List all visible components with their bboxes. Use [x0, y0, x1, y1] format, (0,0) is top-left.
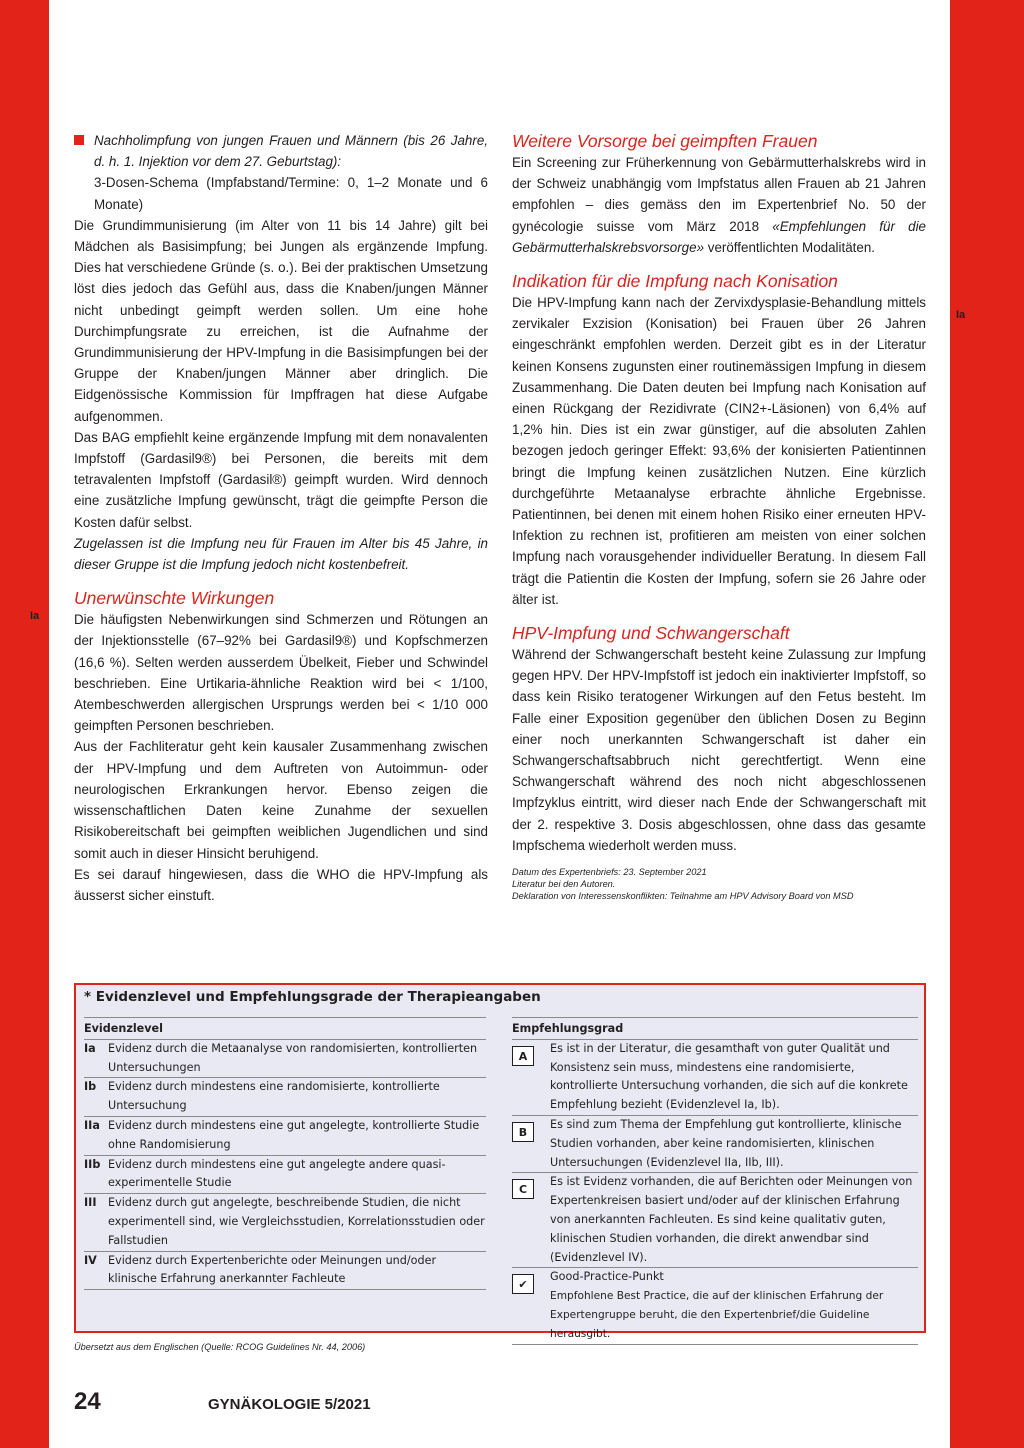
article-notes: Datum des Expertenbriefs: 23. September 2021 Literatur bei den Autoren. Deklaration von Interessenskonflikten: Teilnahme am HPV Advisory Board von MSD — [512, 867, 854, 902]
paragraph: Während der Schwangerschaft besteht keine Zulassung zur Impfung gegen HPV. Der HPV-Impfstoff ist jedoch ein inaktivierter Impfstoff, so dass kein Risiko teratogener Wirkungen auf den Fetus besteht. Im Falle einer Exposition gegenüber den üblichen Dosen zu Beginn einer noch unerkannten Schwangerschaft ist daher ein Schwangerschaftsabbruch nicht gerechtfertigt. Wenn eine Schwangerschaft während des noch nicht abgeschlossenen Impfzyklus eintritt, wird dieser nach Ende der Schwangerschaft mit der 2. respektive 3. Dosis abgeschlossen, ohne dass das gesamte Impfschema wiederholt werden muss. — [512, 647, 926, 853]
recommendation-grade-text: Es sind zum Thema der Empfehlung gut kontrollierte, klinische Studien vorhanden, aber keine randomisierten, klinischen Untersuchungen (Evidenzlevel IIa, IIb, III). — [550, 1117, 902, 1169]
bullet-square-icon — [74, 135, 84, 145]
recommendation-grade-code: C — [512, 1179, 534, 1199]
bullet-schema: 3-Dosen-Schema (Impfabstand/Termine: 0, 1–2 Monate und 6 Monate) — [94, 175, 488, 212]
left-column — [74, 130, 488, 906]
evidence-level-code: III — [84, 1196, 97, 1210]
evidence-level-text: Evidenz durch die Metaanalyse von randomisierten, kontrollierten Untersuchungen — [108, 1041, 478, 1074]
recommendation-grade-text: Es ist Evidenz vorhanden, die auf Berichten oder Meinungen von Expertenkreisen basiert und/oder auf der klinischen Erfahrung von anerkannten Fachleuten. Es sind keine qualitativ guten, klinischen Studien vorhanden, die direkt anwendbar sind (Evidenzlevel IV). — [550, 1175, 913, 1264]
evidence-level-header: Evidenzlevel — [84, 1017, 486, 1040]
evidence-level-row — [84, 1156, 486, 1195]
heading-pregnancy: HPV-Impfung und Schwangerschaft — [512, 623, 790, 644]
recommendation-grade-subtext: Empfohlene Best Practice, die auf der klinischen Erfahrung der Expertengruppe beruht, die den Expertenbrief/die Guideline herausgibt. — [550, 1290, 884, 1340]
evidence-level-text: Evidenz durch mindestens eine randomisierte, kontrollierte Untersuchung — [108, 1080, 440, 1113]
evidence-level-mark: Ia — [956, 309, 966, 321]
paragraph: Ein Screening zur Früherkennung von Gebärmutterhalskrebs wird in der Schweiz unabhängig vom Impfstatus allen Frauen ab 21 Jahren empfohlen – dies gemäss den im Expertenbrief No. 50 der gynécologie suisse vom März 2018 «Empfehlungen für die Gebärmutterhalskrebsvorsorge» veröffentlichten Modalitäten. — [512, 155, 926, 255]
evidence-level-text: Evidenz durch gut angelegte, beschreibende Studien, die nicht experimentell sind, wie Vergleichsstudien, Korrelationsstudien oder Fallstudien — [108, 1196, 485, 1247]
evidence-level-row — [84, 1194, 486, 1251]
evidence-box — [74, 983, 926, 1340]
recommendation-grade-text: Good-Practice-Punkt — [550, 1270, 664, 1284]
guideline-title: «Empfehlungen für die Gebärmutterhalskrebsvorsorge» — [512, 218, 926, 255]
recommendation-grade-row — [512, 1268, 918, 1344]
evidence-level-row — [84, 1252, 486, 1291]
evidence-level-code: IIb — [84, 1157, 101, 1171]
evidence-level-code: Ia — [84, 1041, 96, 1055]
journal-name: GYNÄKOLOGIE 5/2021 — [208, 1396, 371, 1413]
paragraph: Die häufigsten Nebenwirkungen sind Schmerzen und Rötungen an der Injektionsstelle (67–92% bei Gardasil9®) und Kopfschmerzen (16,6 %). Selten werden ausserdem Übelkeit, Fieber und Schwindel beschrieben. Eine Urtikaria-ähnliche Reaktion wird bei < 1/100, Atembeschwerden allergischen Ursprungs werden bei < 1/10 000 geimpften Personen beschrieben. — [74, 612, 488, 734]
evidence-level-code: IV — [84, 1253, 97, 1267]
right-red-bar — [950, 0, 1024, 1448]
paragraph: Die Grundimmunisierung (im Alter von 11 bis 14 Jahre) gilt bei Mädchen als Basisimpfung; bei Jungen als ergänzende Impfung. Dies hat verschiedene Gründe (s. o.). Bei der praktischen Umsetzung löst dies jedoch das Gefühl aus, dass die Knaben/jungen Männer nicht unbedingt geimpft werden sollen. Um eine hohe Durchimpfungsrate zu erreichen, ist die Aufnahme der Grundimmunisierung der HPV-Impfung in die Basisimpfungen bei der Gruppe der Knaben/jungen Männer aber dringlich. Die Eidgenössische Kommission für Impffragen hat diese Aufgabe aufgenommen. — [74, 217, 488, 424]
recommendation-grade-header: Empfehlungsgrad — [512, 1017, 918, 1040]
page-number: 24 — [74, 1388, 101, 1415]
catch-up-vaccination-bullet — [74, 130, 488, 172]
checkmark-icon: ✔ — [512, 1274, 534, 1294]
paragraph: Es sei darauf hingewiesen, dass die WHO die HPV-Impfung als äusserst sicher einstuft. — [74, 866, 488, 903]
paragraph: Aus der Fachliteratur geht kein kausaler Zusammenhang zwischen der HPV-Impfung und dem Auftreten von Autoimmun- oder neurologischen Erkrankungen hervor. Ebenso zeigen die wissenschaftlichen Daten keine Zunahme der sexuellen Risikobereitschaft bei geimpften weiblichen Jugendlichen und sind somit auch in dieser Hinsicht beruhigend. — [74, 739, 488, 861]
heading-side-effects: Unerwünschte Wirkungen — [74, 588, 275, 609]
recommendation-grade-row — [512, 1116, 918, 1173]
left-red-bar — [0, 0, 49, 1448]
heading-conisation: Indikation für die Impfung nach Konisation — [512, 271, 838, 292]
evidence-box-title: * Evidenzlevel und Empfehlungsgrade der Therapieangaben — [84, 989, 541, 1005]
evidence-level-code: IIa — [84, 1118, 100, 1132]
evidence-level-text: Evidenz durch mindestens eine gut angelegte andere quasi-experimentelle Studie — [108, 1157, 446, 1190]
evidence-level-text: Evidenz durch Expertenberichte oder Meinungen und/oder klinische Erfahrung anerkannter Fachleute — [108, 1253, 437, 1286]
evidence-level-row — [84, 1078, 486, 1117]
source-note: Übersetzt aus dem Englischen (Quelle: RCOG Guidelines Nr. 44, 2006) — [74, 1342, 366, 1352]
heading-further-screening: Weitere Vorsorge bei geimpften Frauen — [512, 131, 818, 151]
recommendation-grade-table — [512, 1017, 918, 1345]
recommendation-grade-row — [512, 1173, 918, 1268]
evidence-level-row — [84, 1040, 486, 1079]
evidence-level-table — [84, 1017, 486, 1290]
evidence-level-row — [84, 1117, 486, 1156]
recommendation-grade-code: A — [512, 1046, 534, 1066]
evidence-level-text: Evidenz durch mindestens eine gut angelegte, kontrollierte Studie ohne Randomisierung — [108, 1118, 480, 1151]
paragraph: Die HPV-Impfung kann nach der Zervixdysplasie-Behandlung mittels zervikaler Exzision (Konisation) bei Frauen über 26 Jahren eingeschränkt empfohlen werden. Derzeit gibt es in der Literatur keinen Konsens zugunsten einer routinemässigen Impfung in diesem Zusammenhang. Die Daten deuten bei Impfung nach Konisation auf einen Rückgang der Rezidivrate (CIN2+-Läsionen) von 6,4% auf 1,2% hin. Dies ist ein zwar günstiger, auf die absoluten Zahlen bezogen jedoch geringer Effekt: 93,6% der konisierten Patientinnen bringt die Impfung keinen zusätzlichen Nutzen. Eine kürzlich durchgeführte Metaanalyse erbrachte ähnliche Ergebnisse. Patientinnen, bei denen mit einem hohen Risiko einer erneuten HPV-Infektion zu rechnen ist, profitieren am meisten von einer solchen Impfung nach vorausgehender individueller Beratung. In diesem Fall trägt die Patientin die Kosten der Impfung, sofern sie 26 Jahre oder älter ist. — [512, 295, 926, 607]
bullet-title: Nachholimpfung von jungen Frauen und Männern (bis 26 Jahre, d. h. 1. Injektion vor dem 27. Geburtstag): — [94, 133, 488, 170]
evidence-level-code: Ib — [84, 1080, 97, 1094]
recommendation-grade-text: Es ist in der Literatur, die gesamthaft von guter Qualität und Konsistenz sein muss, mindestens eine randomisierte, kontrollierte Untersuchung vorhanden, die sich auf die konkrete Empfehlung bezieht (Evidenzlevel Ia, Ib). — [550, 1041, 908, 1112]
right-column — [512, 130, 926, 902]
evidence-level-mark: Ia — [30, 610, 40, 622]
recommendation-grade-code: B — [512, 1122, 534, 1142]
paragraph-italic: Zugelassen ist die Impfung neu für Frauen im Alter bis 45 Jahre, in dieser Gruppe ist die Impfung jedoch nicht kostenbefreit. — [74, 535, 488, 573]
paragraph: Das BAG empfiehlt keine ergänzende Impfung mit dem nonavalenten Impfstoff (Gardasil9®) bei Personen, die bereits mit dem tetravalenten Impfstoff (Gardasil®) geimpft wurden. Wird dennoch eine zusätzliche Impfung gewünscht, trägt die geimpfte Person die Kosten dafür selbst. — [74, 429, 488, 530]
recommendation-grade-row — [512, 1040, 918, 1116]
